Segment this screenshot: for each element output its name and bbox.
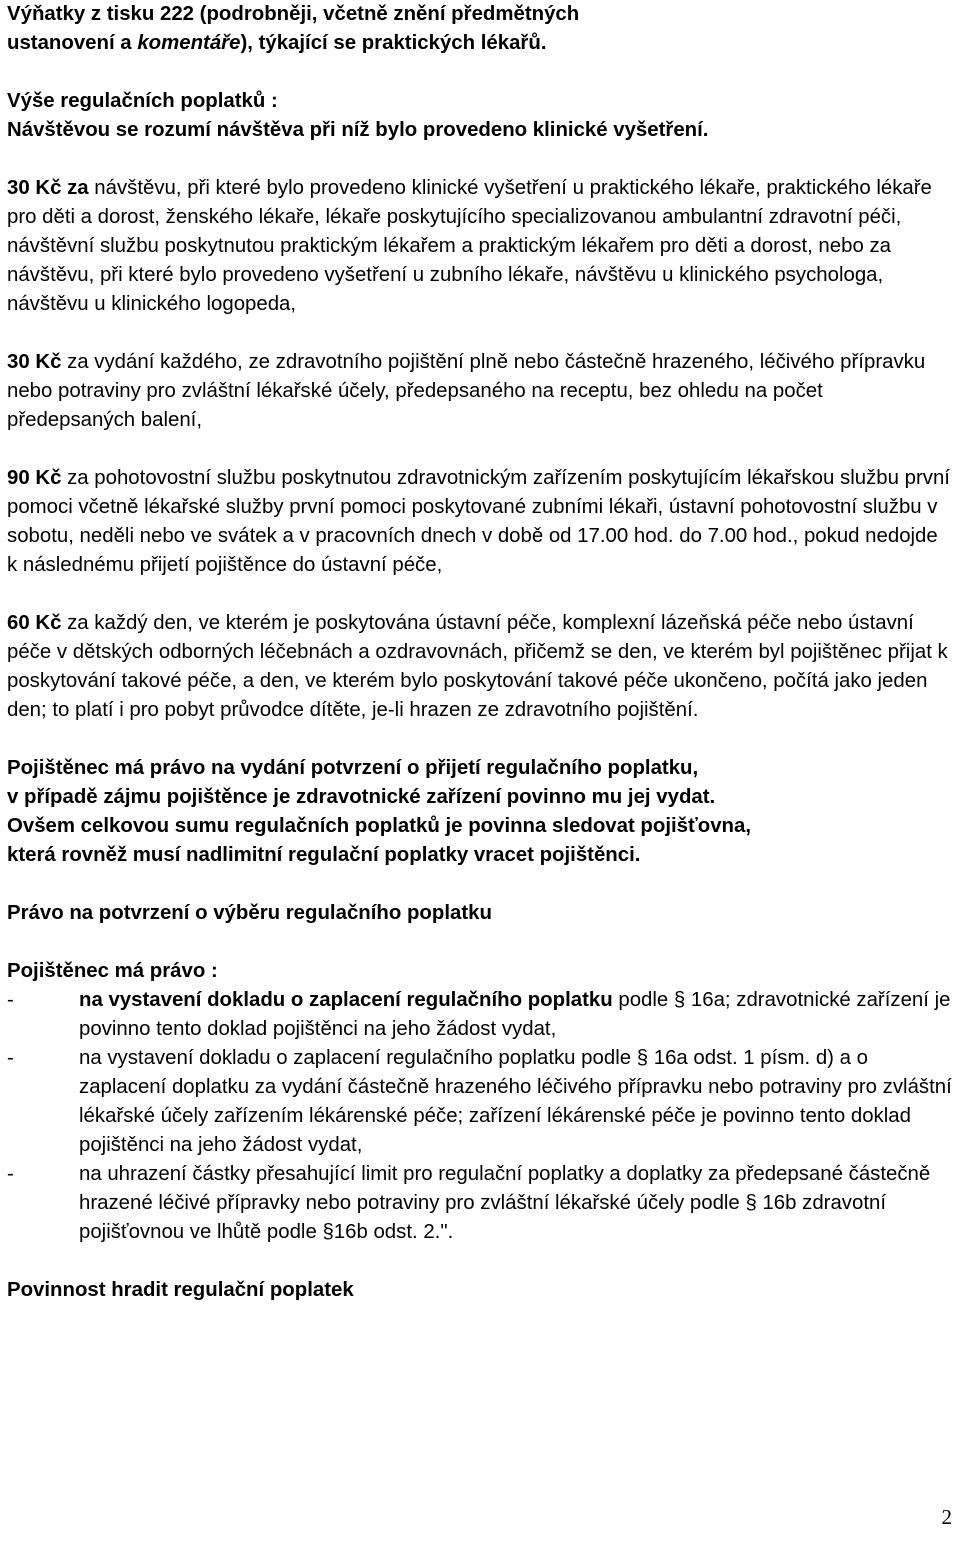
fee-text: za vydání každého, ze zdravotního pojištění plně nebo částečně hrazeného, léčivého přípravku nebo potraviny pro zvláštní lékařské účely, předepsaného na receptu, bez ohledu na počet předepsaných balení, (7, 351, 926, 431)
spacer (7, 1247, 952, 1276)
spacer (7, 870, 952, 899)
insured-rights-heading: Pojištěnec má právo : (7, 960, 218, 982)
list-item-text: podle § 16a; zdravotnické zařízení je povinno tento doklad pojištěnci na jeho žádost vydat, (79, 989, 951, 1040)
list-dash: - (7, 989, 14, 1011)
spacer (7, 725, 952, 754)
list-item (7, 986, 952, 1044)
fee-paragraph-hospital (7, 609, 952, 725)
document-body (7, 0, 952, 1305)
visit-definition: Návštěvou se rozumí návštěva při níž bylo provedeno klinické vyšetření. (7, 119, 709, 141)
list-dash: - (7, 1163, 14, 1185)
list-dash: - (7, 1047, 14, 1069)
rights-paragraph (7, 754, 952, 870)
fee-paragraph-visit (7, 174, 952, 319)
rights-line-2: v případě zájmu pojištěnce je zdravotnické zařízení povinno mu jej vydat. (7, 786, 716, 808)
fee-text: za každý den, ve kterém je poskytována ústavní péče, komplexní lázeňská péče nebo ústavní péče v dětských odborných léčebnách a ozdravovnách, přičemž se den, ve kterém byl pojištěnec přijat k poskytování takové péče, a den, ve kterém bylo poskytování takové péče ukončeno, počítá jako jeden den; to platí i pro pobyt průvodce dítěte, je-li hrazen ze zdravotního pojištění. (7, 612, 948, 721)
page-number: 2 (941, 1505, 952, 1529)
fee-paragraph-emergency (7, 464, 952, 580)
document-title (7, 0, 952, 58)
rights-line-4: která rovněž musí nadlimitní regulační poplatky vracet pojištěnci. (7, 844, 641, 866)
list-item (7, 1160, 952, 1247)
list-item-text: na uhrazení částky přesahující limit pro regulační poplatky a doplatky za předepsané částečně hrazené léčivé přípravky nebo potraviny pro zvláštní lékařské účely podle § 16b zdravotní pojišťovnou ve lhůtě podle §16b odst. 2.". (79, 1163, 931, 1243)
spacer (7, 145, 952, 174)
list-item (7, 1044, 952, 1160)
list-item-text: na vystavení dokladu o zaplacení regulačního poplatku podle § 16a odst. 1 písm. d) a o zaplacení doplatku za vydání částečně hrazeného léčivého přípravku nebo potraviny pro zvláštní lékařské účely zařízením lékárenské péče; zařízení lékárenské péče je povinno tento doklad pojištěnci na jeho žádost vydat, (79, 1047, 952, 1156)
rights-line-1: Pojištěnec má právo na vydání potvrzení o přijetí regulačního poplatku, (7, 757, 699, 779)
fee-amount: 30 Kč (7, 351, 62, 373)
fees-heading: Výše regulačních poplatků : (7, 90, 278, 112)
spacer (7, 435, 952, 464)
fee-amount: 90 Kč (7, 467, 62, 489)
spacer (7, 928, 952, 957)
rights-line-3: Ovšem celkovou sumu regulačních poplatků je povinna sledovat pojišťovna, (7, 815, 752, 837)
spacer (7, 58, 952, 87)
list-item-bold-text: na vystavení dokladu o zaplacení regulačního poplatku (79, 989, 613, 1011)
title-line-2-end: ), týkající se praktických lékařů. (240, 32, 547, 54)
title-line-2-emphasis: komentáře (137, 32, 241, 54)
fee-text: návštěvu, při které bylo provedeno klinické vyšetření u praktického lékaře, praktického lékaře pro děti a dorost, ženského lékaře, lékaře poskytujícího specializovanou ambulantní zdravotní péči, návštěvní službu poskytnutou praktickým lékařem a praktickým lékařem pro děti a dorost, nebo za návštěvu, při které bylo provedeno vyšetření u zubního lékaře, návštěvu u klinického psychologa, návštěvu u klinického logopeda, (7, 177, 932, 315)
spacer (7, 319, 952, 348)
fee-paragraph-prescription (7, 348, 952, 435)
fee-amount: 60 Kč (7, 612, 62, 634)
title-line-2-start: ustanovení a (7, 32, 138, 54)
fee-text: za pohotovostní službu poskytnutou zdravotnickým zařízením poskytujícím lékařskou službu první pomoci včetně lékařské služby první pomoci poskytované zubními lékaři, ústavní pohotovostní službu v sobotu, neděli nebo ve svátek a v pracovních dnech v době od 17.00 hod. do 7.00 hod., pokud nedojde k následnému přijetí pojištěnce do ústavní péče, (7, 467, 950, 576)
fee-amount: 30 Kč za (7, 177, 89, 199)
obligation-heading: Povinnost hradit regulační poplatek (7, 1279, 354, 1301)
confirmation-heading: Právo na potvrzení o výběru regulačního poplatku (7, 902, 492, 924)
title-line-1: Výňatky z tisku 222 (podrobněji, včetně znění předmětných (7, 3, 580, 25)
spacer (7, 580, 952, 609)
